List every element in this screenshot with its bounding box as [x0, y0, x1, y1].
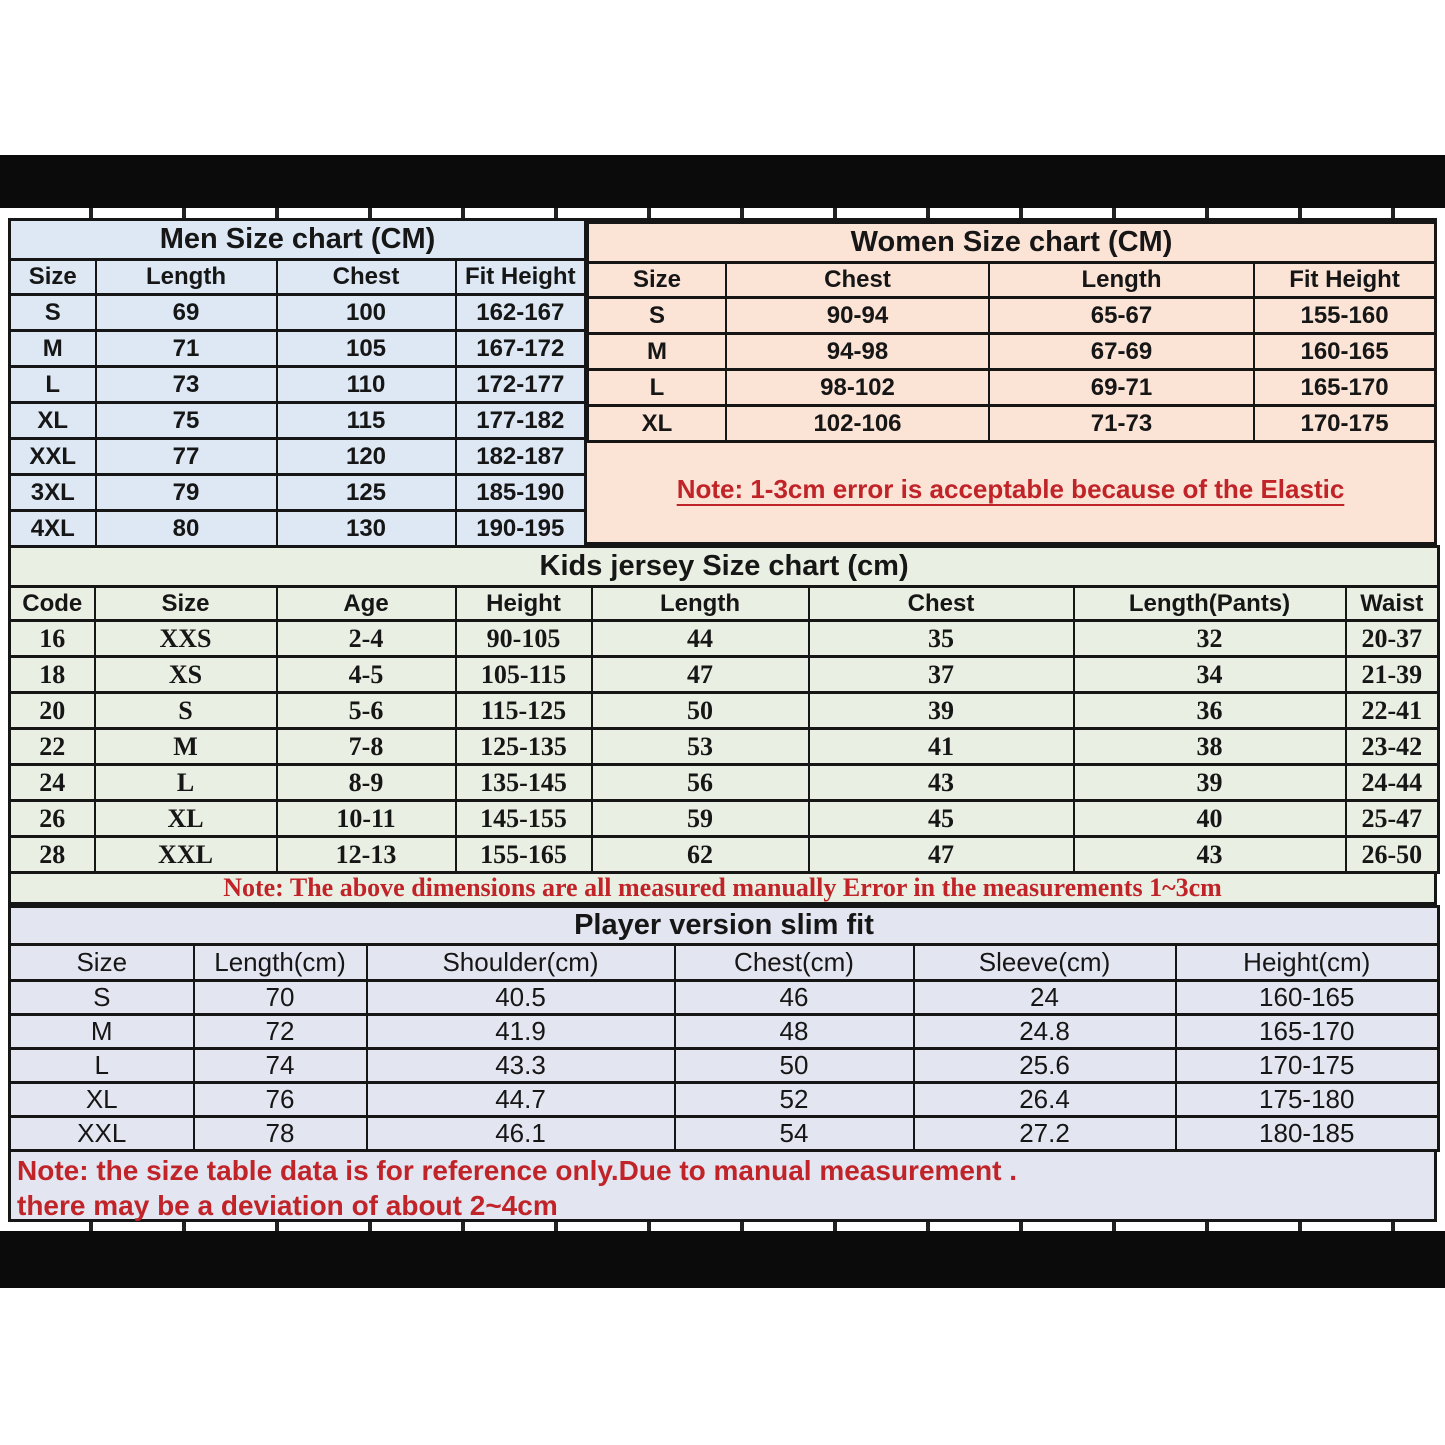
- table-cell: XL: [588, 406, 726, 442]
- column-header: Age: [277, 587, 456, 621]
- table-cell: 25-47: [1346, 801, 1439, 837]
- reference-only-note-line1: Note: the size table data is for reference only.Due to manual measurement .: [17, 1155, 1017, 1186]
- reference-only-note-line2: there may be a deviation of about 2~4cm: [17, 1190, 558, 1221]
- table-cell: M: [95, 729, 277, 765]
- column-header: Fit Height: [1254, 263, 1435, 298]
- table-cell: XL: [10, 403, 96, 439]
- table-cell: 155-165: [456, 837, 592, 873]
- column-header: Size: [10, 945, 194, 981]
- table-cell: XS: [95, 657, 277, 693]
- table-cell: 46.1: [367, 1117, 675, 1151]
- table-row: [10, 1015, 1439, 1049]
- table-cell: 40: [1074, 801, 1346, 837]
- table-cell: 48: [675, 1015, 914, 1049]
- table-cell: 44.7: [367, 1083, 675, 1117]
- table-cell: 47: [592, 657, 809, 693]
- table-cell: 46: [675, 981, 914, 1015]
- table-row: [10, 295, 586, 331]
- column-header: Sleeve(cm): [914, 945, 1176, 981]
- table-row: [10, 439, 586, 475]
- table-cell: 72: [194, 1015, 367, 1049]
- table-cell: 90-94: [726, 298, 989, 334]
- manual-measurement-note: Note: The above dimensions are all measured manually Error in the measurements 1~3cm: [8, 871, 1437, 905]
- table-cell: 130: [277, 511, 456, 547]
- table-cell: L: [10, 367, 96, 403]
- table-cell: 23-42: [1346, 729, 1439, 765]
- column-header: Length: [592, 587, 809, 621]
- table-cell: 24: [10, 765, 95, 801]
- table-row: [10, 801, 1439, 837]
- table-cell: 12-13: [277, 837, 456, 873]
- table-cell: 98-102: [726, 370, 989, 406]
- tables-area: [8, 218, 1437, 1222]
- table-cell: 185-190: [456, 475, 586, 511]
- table-cell: 70: [194, 981, 367, 1015]
- column-header: Length(Pants): [1074, 587, 1346, 621]
- table-cell: 22: [10, 729, 95, 765]
- table-cell: S: [10, 295, 96, 331]
- table-cell: 41.9: [367, 1015, 675, 1049]
- table-row: [10, 837, 1439, 873]
- table-cell: 115-125: [456, 693, 592, 729]
- table-cell: S: [10, 981, 194, 1015]
- column-header: Height(cm): [1176, 945, 1439, 981]
- table-cell: 76: [194, 1083, 367, 1117]
- table-cell: 110: [277, 367, 456, 403]
- table-cell: 39: [809, 693, 1074, 729]
- table-cell: 65-67: [989, 298, 1254, 334]
- table-row: [10, 729, 1439, 765]
- column-header: Chest: [809, 587, 1074, 621]
- table-cell: M: [588, 334, 726, 370]
- table-cell: 78: [194, 1117, 367, 1151]
- table-row: [10, 331, 586, 367]
- table-cell: 90-105: [456, 621, 592, 657]
- table-cell: 79: [96, 475, 277, 511]
- table-cell: 94-98: [726, 334, 989, 370]
- women-table-title: Women Size chart (CM): [588, 223, 1435, 263]
- table-cell: 38: [1074, 729, 1346, 765]
- table-cell: 43: [809, 765, 1074, 801]
- table-cell: 47: [809, 837, 1074, 873]
- table-cell: S: [588, 298, 726, 334]
- table-cell: 167-172: [456, 331, 586, 367]
- table-cell: 175-180: [1176, 1083, 1439, 1117]
- women-size-table: [587, 221, 1436, 443]
- table-cell: 160-165: [1176, 981, 1439, 1015]
- column-header: Length: [96, 260, 277, 295]
- table-cell: 100: [277, 295, 456, 331]
- table-cell: 40.5: [367, 981, 675, 1015]
- table-row: [10, 587, 1439, 621]
- table-row: [10, 260, 586, 295]
- table-row: [10, 1117, 1439, 1151]
- table-cell: M: [10, 331, 96, 367]
- table-cell: 77: [96, 439, 277, 475]
- table-row: [588, 334, 1435, 370]
- elastic-error-note: Note: 1-3cm error is acceptable because of the Elastic: [676, 474, 1345, 504]
- table-cell: 3XL: [10, 475, 96, 511]
- table-row: [10, 981, 1439, 1015]
- table-cell: 34: [1074, 657, 1346, 693]
- table-cell: 73: [96, 367, 277, 403]
- table-cell: M: [10, 1015, 194, 1049]
- table-cell: 67-69: [989, 334, 1254, 370]
- player-version-table: [8, 905, 1440, 1152]
- table-cell: 45: [809, 801, 1074, 837]
- table-cell: 22-41: [1346, 693, 1439, 729]
- column-header: Chest(cm): [675, 945, 914, 981]
- table-cell: 26.4: [914, 1083, 1176, 1117]
- table-cell: 27.2: [914, 1117, 1176, 1151]
- table-cell: 26-50: [1346, 837, 1439, 873]
- table-cell: L: [10, 1049, 194, 1083]
- table-cell: 177-182: [456, 403, 586, 439]
- table-cell: 32: [1074, 621, 1346, 657]
- table-row: [10, 367, 586, 403]
- table-cell: 20: [10, 693, 95, 729]
- column-header: Shoulder(cm): [367, 945, 675, 981]
- table-cell: 53: [592, 729, 809, 765]
- table-row: [588, 298, 1435, 334]
- table-cell: 190-195: [456, 511, 586, 547]
- column-header: Length(cm): [194, 945, 367, 981]
- table-cell: 26: [10, 801, 95, 837]
- men-size-table: [8, 218, 587, 548]
- women-size-block: [584, 218, 1437, 545]
- table-cell: 5-6: [277, 693, 456, 729]
- table-cell: 18: [10, 657, 95, 693]
- table-cell: 105: [277, 331, 456, 367]
- table-cell: 36: [1074, 693, 1346, 729]
- table-cell: XXL: [10, 1117, 194, 1151]
- table-row: [10, 403, 586, 439]
- table-cell: 180-185: [1176, 1117, 1439, 1151]
- table-cell: 44: [592, 621, 809, 657]
- table-cell: 54: [675, 1117, 914, 1151]
- table-cell: 62: [592, 837, 809, 873]
- table-cell: 2-4: [277, 621, 456, 657]
- table-cell: 125: [277, 475, 456, 511]
- table-row: [588, 370, 1435, 406]
- table-cell: 41: [809, 729, 1074, 765]
- table-row: [10, 547, 1439, 587]
- table-cell: 7-8: [277, 729, 456, 765]
- table-cell: 162-167: [456, 295, 586, 331]
- column-header: Size: [588, 263, 726, 298]
- table-cell: 182-187: [456, 439, 586, 475]
- table-cell: 155-160: [1254, 298, 1435, 334]
- table-cell: 75: [96, 403, 277, 439]
- table-cell: 39: [1074, 765, 1346, 801]
- column-header: Waist: [1346, 587, 1439, 621]
- table-cell: 37: [809, 657, 1074, 693]
- reference-only-note: [8, 1149, 1437, 1222]
- table-cell: 115: [277, 403, 456, 439]
- kids-table-title: Kids jersey Size chart (cm): [10, 547, 1439, 587]
- table-cell: 160-165: [1254, 334, 1435, 370]
- bottom-gridline-strip: [0, 1222, 1445, 1231]
- column-header: Fit Height: [456, 260, 586, 295]
- table-cell: 172-177: [456, 367, 586, 403]
- table-row: [588, 263, 1435, 298]
- table-cell: 35: [809, 621, 1074, 657]
- table-cell: 120: [277, 439, 456, 475]
- column-header: Height: [456, 587, 592, 621]
- table-cell: L: [588, 370, 726, 406]
- table-cell: 16: [10, 621, 95, 657]
- table-cell: XL: [95, 801, 277, 837]
- table-cell: 10-11: [277, 801, 456, 837]
- table-cell: 43.3: [367, 1049, 675, 1083]
- table-cell: 135-145: [456, 765, 592, 801]
- table-row: [10, 657, 1439, 693]
- table-cell: 24-44: [1346, 765, 1439, 801]
- table-cell: 102-106: [726, 406, 989, 442]
- table-cell: XXL: [10, 439, 96, 475]
- table-cell: XXL: [95, 837, 277, 873]
- table-cell: 125-135: [456, 729, 592, 765]
- top-letterbox-band: [0, 155, 1445, 208]
- table-cell: 69: [96, 295, 277, 331]
- table-cell: XXS: [95, 621, 277, 657]
- table-cell: 4XL: [10, 511, 96, 547]
- table-cell: 50: [675, 1049, 914, 1083]
- table-row: [10, 1083, 1439, 1117]
- table-cell: 25.6: [914, 1049, 1176, 1083]
- table-row: [10, 220, 586, 260]
- table-cell: 165-170: [1254, 370, 1435, 406]
- column-header: Size: [10, 260, 96, 295]
- column-header: Code: [10, 587, 95, 621]
- men-table-title: Men Size chart (CM): [10, 220, 586, 260]
- table-row: [10, 1049, 1439, 1083]
- table-cell: 80: [96, 511, 277, 547]
- column-header: Chest: [277, 260, 456, 295]
- table-cell: 24.8: [914, 1015, 1176, 1049]
- table-cell: 170-175: [1254, 406, 1435, 442]
- table-cell: L: [95, 765, 277, 801]
- table-cell: 170-175: [1176, 1049, 1439, 1083]
- kids-size-table: [8, 545, 1440, 874]
- table-row: [10, 511, 586, 547]
- bottom-letterbox-band: [0, 1231, 1445, 1288]
- table-cell: 165-170: [1176, 1015, 1439, 1049]
- table-cell: 69-71: [989, 370, 1254, 406]
- table-cell: 20-37: [1346, 621, 1439, 657]
- table-cell: 59: [592, 801, 809, 837]
- table-cell: 145-155: [456, 801, 592, 837]
- table-cell: 43: [1074, 837, 1346, 873]
- top-gridline-strip: [0, 208, 1445, 218]
- table-cell: 24: [914, 981, 1176, 1015]
- table-row: [10, 693, 1439, 729]
- column-header: Size: [95, 587, 277, 621]
- table-row: [588, 223, 1435, 263]
- table-cell: 4-5: [277, 657, 456, 693]
- table-cell: 52: [675, 1083, 914, 1117]
- table-cell: 56: [592, 765, 809, 801]
- table-row: [10, 907, 1439, 945]
- table-cell: 28: [10, 837, 95, 873]
- column-header: Chest: [726, 263, 989, 298]
- table-cell: 105-115: [456, 657, 592, 693]
- column-header: Length: [989, 263, 1254, 298]
- table-cell: 21-39: [1346, 657, 1439, 693]
- table-row: [10, 475, 586, 511]
- table-row: [10, 621, 1439, 657]
- table-cell: 71-73: [989, 406, 1254, 442]
- table-cell: 50: [592, 693, 809, 729]
- table-cell: 8-9: [277, 765, 456, 801]
- table-cell: 74: [194, 1049, 367, 1083]
- table-row: [10, 765, 1439, 801]
- table-cell: 71: [96, 331, 277, 367]
- table-row: [10, 945, 1439, 981]
- player-table-title: Player version slim fit: [10, 907, 1439, 945]
- table-cell: S: [95, 693, 277, 729]
- table-cell: XL: [10, 1083, 194, 1117]
